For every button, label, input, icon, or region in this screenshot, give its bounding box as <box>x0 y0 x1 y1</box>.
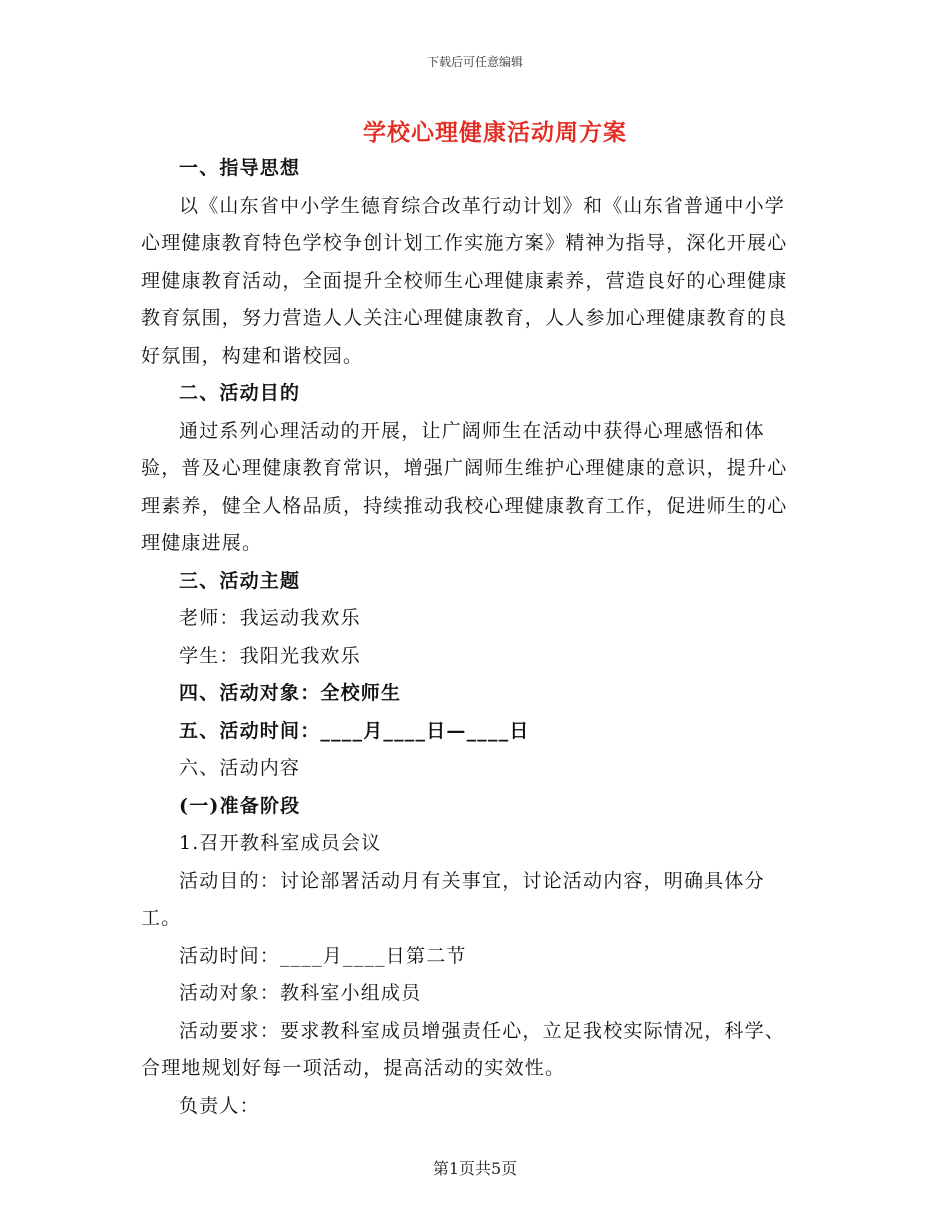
theme-students: 学生：我阳光我欢乐 <box>179 644 361 667</box>
meeting-time: 活动时间：____月____日第二节 <box>179 944 467 967</box>
section-heading-activity-theme: 三、活动主题 <box>179 569 301 592</box>
page-number: 第1页共5页 <box>432 1159 518 1178</box>
document-body <box>141 150 801 1125</box>
section-heading-activity-time: 五、活动时间：____月____日—____日 <box>179 719 530 742</box>
item-staff-meeting: 1.召开教科室成员会议 <box>179 832 382 854</box>
header-note: 下载后可任意编辑 <box>426 55 523 69</box>
section-heading-activity-purpose: 二、活动目的 <box>179 382 301 404</box>
paragraph-activity-purpose: 通过系列心理活动的开展，让广阔师生在活动中获得心理感悟和体验，普及心理健康教育常识，增强广阔师生维护心理健康的意识，提升心理素养，健全人格品质，持续推动我校心理健康教育工作，促进师生的心理健康进展。 <box>141 419 788 554</box>
meeting-purpose: 活动目的：讨论部署活动月有关事宜，讨论活动内容，明确具体分工。 <box>141 869 765 929</box>
meeting-person-in-charge: 负责人： <box>179 1094 260 1117</box>
paragraph-guiding-thought: 以《山东省中小学生德育综合改革行动计划》和《山东省普通中小学心理健康教育特色学校争创计划工作实施方案》精神为指导，深化开展心理健康教育活动，全面提升全校师生心理健康素养，营造良好的心理健康教育氛围，努力营造人人关注心理健康教育，人人参加心理健康教育的良好氛围，构建和谐校园。 <box>141 194 788 367</box>
theme-teachers: 老师：我运动我欢乐 <box>179 607 361 629</box>
section-heading-guiding-thought: 一、指导思想 <box>179 157 301 179</box>
subsection-heading-preparation: (一)准备阶段 <box>179 794 301 817</box>
meeting-participants: 活动对象：教科室小组成员 <box>179 982 422 1004</box>
section-heading-activity-content: 六、活动内容 <box>179 757 301 779</box>
document-title: 学校心理健康活动周方案 <box>363 119 627 146</box>
section-heading-activity-target: 四、活动对象：全校师生 <box>179 682 402 704</box>
meeting-requirements: 活动要求：要求教科室成员增强责任心，立足我校实际情况，科学、合理地规划好每一项活动，提高活动的实效性。 <box>141 1019 786 1079</box>
